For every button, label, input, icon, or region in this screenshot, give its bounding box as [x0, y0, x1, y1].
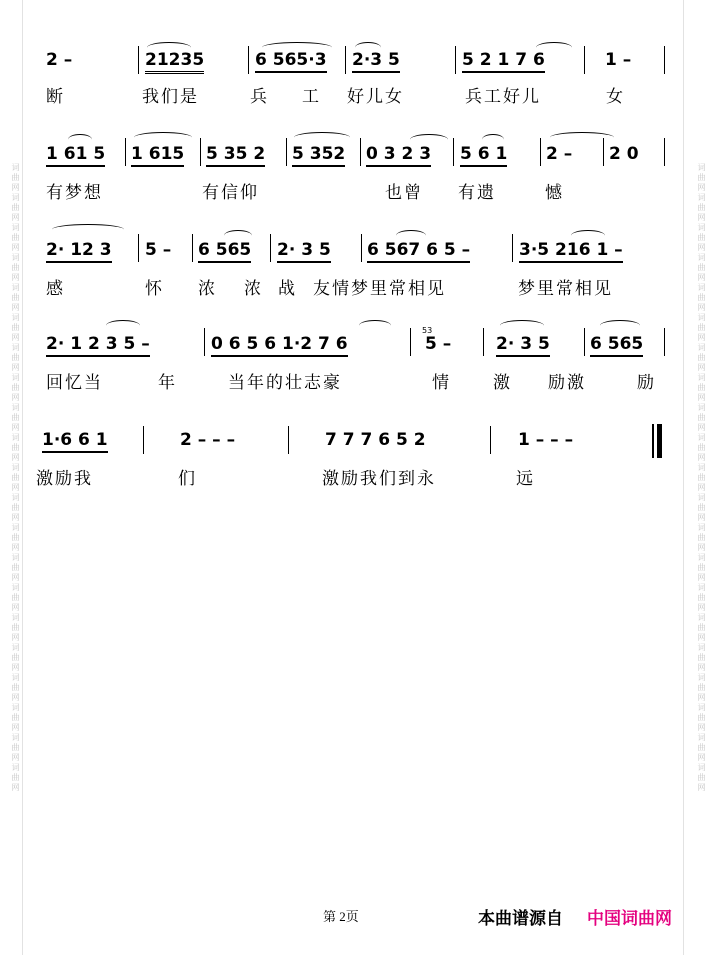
lyric: 断: [46, 87, 65, 107]
source-label: 本曲谱源自: [478, 909, 563, 929]
barline: [286, 138, 287, 166]
barline: [125, 138, 126, 166]
lyric: 怀: [145, 279, 164, 299]
notation-line: [0, 40, 708, 84]
lyric: 友情梦里常相见: [313, 279, 446, 299]
barline: [410, 328, 411, 356]
lyric: 憾: [545, 183, 564, 203]
final-barline-thin: [652, 424, 654, 458]
lyric: 浓: [244, 279, 263, 299]
slur: [294, 132, 350, 143]
lyric: 激励我: [36, 469, 93, 489]
notation-measure: 5 6 1: [460, 144, 507, 167]
lyric: 当年的壮志豪: [228, 373, 342, 393]
notation-measure: 2 –: [46, 50, 73, 70]
barline: [345, 46, 346, 74]
notation-measure: 2 0: [609, 144, 639, 164]
lyric: 浓: [198, 279, 217, 299]
barline: [138, 234, 139, 262]
notation-measure: 0 3 2 3: [366, 144, 431, 167]
barline: [512, 234, 513, 262]
lyric: 回忆当: [46, 373, 103, 393]
lyric: 也曾: [385, 183, 423, 203]
lyric: 有遗: [458, 183, 496, 203]
grace-note: 53: [422, 326, 433, 335]
notation-measure: 7 7 7 6 5 2: [325, 430, 426, 450]
notation-measure: 5 2 1 7 6: [462, 50, 545, 73]
notation-measure: 1·6 6 1: [42, 430, 108, 453]
notation-measure: 6 565·3: [255, 50, 327, 73]
lyric: 激: [493, 373, 512, 393]
lyrics-line: [0, 82, 708, 108]
notation-measure: 2· 1 2 3 5 –: [46, 334, 150, 357]
slur: [52, 224, 124, 235]
barline: [453, 138, 454, 166]
barline: [270, 234, 271, 262]
notation-line: [0, 410, 708, 454]
lyric: 远: [516, 469, 535, 489]
slur: [600, 320, 640, 331]
lyric: 女: [606, 87, 625, 107]
notation-measure: 5 352: [292, 144, 345, 167]
lyric: 感: [46, 279, 65, 299]
barline: [288, 426, 289, 454]
lyric: 励: [637, 373, 656, 393]
lyrics-line: [0, 368, 708, 394]
lyric: 好儿女: [347, 87, 404, 107]
barline: [360, 138, 361, 166]
barline: [584, 328, 585, 356]
barline: [361, 234, 362, 262]
barline: [204, 328, 205, 356]
notation-measure: 0 6 5 6 1·2 7 6: [211, 334, 348, 357]
lyric: 我们是: [142, 87, 199, 107]
watermark-left: 词曲网词曲网词曲网词曲网词曲网词曲网词曲网词曲网词曲网词曲网词曲网词曲网词曲网词曲网词曲网词曲网词曲网词曲网词曲网词曲网词曲网: [11, 162, 20, 793]
barline: [200, 138, 201, 166]
lyric: 们: [178, 469, 197, 489]
barline: [540, 138, 541, 166]
notation-measure: 1 615: [131, 144, 184, 167]
slur: [550, 132, 614, 143]
notation-measure: 5 35 2: [206, 144, 265, 167]
notation-measure: 1 61 5: [46, 144, 105, 167]
barline: [664, 46, 665, 74]
watermark-right: 词曲网词曲网词曲网词曲网词曲网词曲网词曲网词曲网词曲网词曲网词曲网词曲网词曲网词曲网词曲网词曲网词曲网词曲网词曲网词曲网词曲网: [697, 162, 706, 793]
notation-measure: 2 – – –: [180, 430, 236, 450]
lyric: 兵: [250, 87, 269, 107]
notation-measure: 5 –: [145, 240, 172, 260]
notation-measure: 2· 12 3: [46, 240, 112, 263]
lyric: 情: [432, 373, 451, 393]
barline: [603, 138, 604, 166]
lyric: 年: [158, 373, 177, 393]
barline: [248, 46, 249, 74]
barline: [483, 328, 484, 356]
lyric: 有信仰: [202, 183, 259, 203]
notation-measure: 6 565: [198, 240, 251, 263]
barline: [584, 46, 585, 74]
notation-measure: 6 567 6 5 –: [367, 240, 470, 263]
lyric: 有梦想: [46, 183, 103, 203]
notation-line: [0, 130, 708, 174]
barline: [664, 138, 665, 166]
lyric: 激励我们到永: [322, 469, 436, 489]
barline: [192, 234, 193, 262]
lyric: 工: [302, 87, 321, 107]
barline: [664, 328, 665, 356]
notation-line: [0, 222, 708, 266]
notation-measure: 1 – – –: [518, 430, 574, 450]
notation-measure: 5 –: [425, 334, 452, 354]
barline: [490, 426, 491, 454]
lyric: 战: [278, 279, 297, 299]
lyric: 兵工好儿: [465, 87, 541, 107]
site-name: 中国词曲网: [587, 909, 672, 929]
notation-measure: 6 565: [590, 334, 643, 357]
notation-measure: 2·3 5: [352, 50, 400, 73]
slur: [106, 320, 140, 331]
barline: [455, 46, 456, 74]
slur: [134, 132, 192, 143]
notation-measure: 21235: [145, 50, 204, 74]
notation-line: [0, 316, 708, 360]
lyric: 梦里常相见: [518, 279, 613, 299]
barline: [143, 426, 144, 454]
barline: [138, 46, 139, 74]
notation-measure: 1 –: [605, 50, 632, 70]
slur: [500, 320, 544, 331]
slur: [359, 320, 391, 331]
notation-measure: 2 –: [546, 144, 573, 164]
page-number: 第 2页: [323, 909, 359, 924]
lyrics-line: [0, 274, 708, 300]
notation-measure: 2· 3 5: [496, 334, 550, 357]
notation-measure: 2· 3 5: [277, 240, 331, 263]
lyric: 励激: [548, 373, 586, 393]
lyrics-line: [0, 464, 708, 490]
final-barline-thick: [657, 424, 662, 458]
notation-measure: 3·5 216 1 –: [519, 240, 623, 263]
lyrics-line: [0, 178, 708, 204]
